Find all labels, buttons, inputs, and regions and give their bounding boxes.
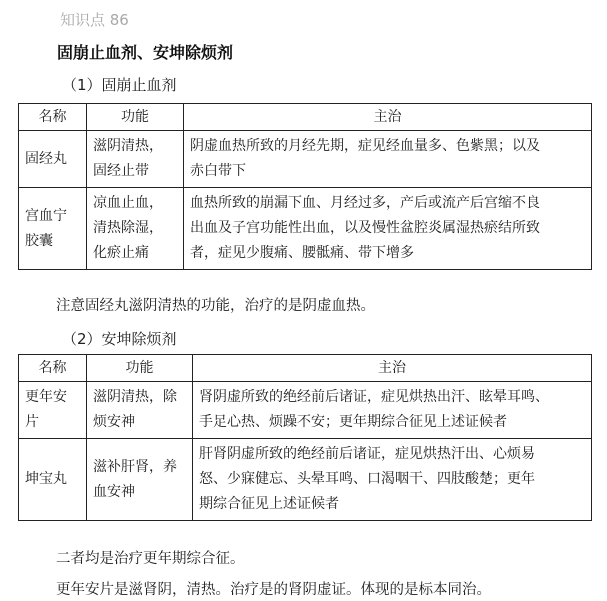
column-header-indication: 主治	[184, 104, 592, 131]
column-header-indication: 主治	[193, 355, 592, 382]
section-1-note: 注意固经丸滋阴清热的功能，治疗的是阴虚血热。	[56, 298, 375, 314]
drug-name: 坤宝丸	[25, 471, 67, 487]
indication-line: 者，症见少腹痛、腰骶痛、带下增多	[190, 245, 414, 261]
drug-name-cell	[19, 131, 87, 188]
indication-line: 肝肾阴虚所致的绝经前后诸证，症见烘热汗出、心烦易	[199, 446, 535, 462]
function-line: 凉血止血，	[93, 195, 163, 211]
indication-line: 赤白带下	[190, 163, 246, 179]
indication-cell	[184, 131, 592, 188]
function-cell	[87, 188, 184, 270]
indication-line: 怒、少寐健忘、头晕耳鸣、口渴咽干、四肢酸楚；更年	[199, 471, 535, 487]
table-header-row	[19, 104, 592, 131]
table-header-row	[19, 355, 592, 382]
indication-cell	[184, 188, 592, 270]
indication-line: 期综合征见上述证候者	[199, 496, 339, 512]
function-cell	[87, 439, 193, 521]
section-2-subtitle: （2）安坤除烦剂	[62, 330, 177, 348]
table-row	[19, 131, 592, 188]
indication-line: 阴虚血热所致的月经先期，症见经血量多、色紫黑；以及	[190, 138, 540, 154]
section-2-note-1: 二者均是治疗更年期综合征。	[56, 551, 245, 567]
drug-name-line: 更年安	[25, 389, 67, 405]
section-2-note-2: 更年安片是滋肾阴，清热。治疗是的肾阴虚证。体现的是标本同治。	[56, 582, 491, 598]
function-line: 滋阴清热，除	[93, 389, 177, 405]
drug-name-cell	[19, 439, 87, 521]
table-row	[19, 439, 592, 521]
function-line: 清热除湿，	[93, 220, 163, 236]
function-line: 滋补肝肾，养	[93, 458, 177, 475]
drug-name-line: 片	[25, 414, 39, 430]
table-row	[19, 188, 592, 270]
table-row	[19, 382, 592, 439]
drug-name: 固经丸	[25, 150, 67, 167]
function-line: 烦安神	[93, 414, 135, 430]
column-header-function: 功能	[87, 355, 193, 382]
drug-name-line: 宫血宁	[25, 207, 67, 224]
indication-line: 肾阴虚所致的绝经前后诸证，症见烘热出汗、眩晕耳鸣、	[199, 389, 549, 405]
function-cell	[87, 131, 184, 188]
function-line: 血安神	[93, 483, 135, 500]
function-line: 化瘀止痛	[93, 245, 149, 261]
page-title: 固崩止血剂、安坤除烦剂	[57, 43, 234, 62]
knowledge-point-label: 知识点 86	[60, 11, 129, 29]
section-1-subtitle: （1）固崩止血剂	[62, 76, 177, 94]
table-menopause	[18, 354, 592, 521]
indication-line: 出血及子宫功能性出血，以及慢性盆腔炎属湿热瘀结所致	[190, 220, 540, 236]
column-header-name: 名称	[19, 355, 87, 382]
function-line: 滋阴清热，	[93, 138, 163, 154]
drug-name-line: 胶囊	[25, 232, 53, 249]
table-hemostatic	[18, 103, 592, 270]
column-header-function: 功能	[87, 104, 184, 131]
function-cell	[87, 382, 193, 439]
column-header-name: 名称	[19, 104, 87, 131]
indication-cell	[193, 439, 592, 521]
indication-cell	[193, 382, 592, 439]
drug-name-cell	[19, 382, 87, 439]
drug-name-cell	[19, 188, 87, 270]
indication-line: 手足心热、烦躁不安；更年期综合征见上述证候者	[199, 414, 507, 430]
indication-line: 血热所致的崩漏下血、月经过多，产后或流产后宫缩不良	[190, 195, 540, 211]
function-line: 固经止带	[93, 163, 149, 179]
